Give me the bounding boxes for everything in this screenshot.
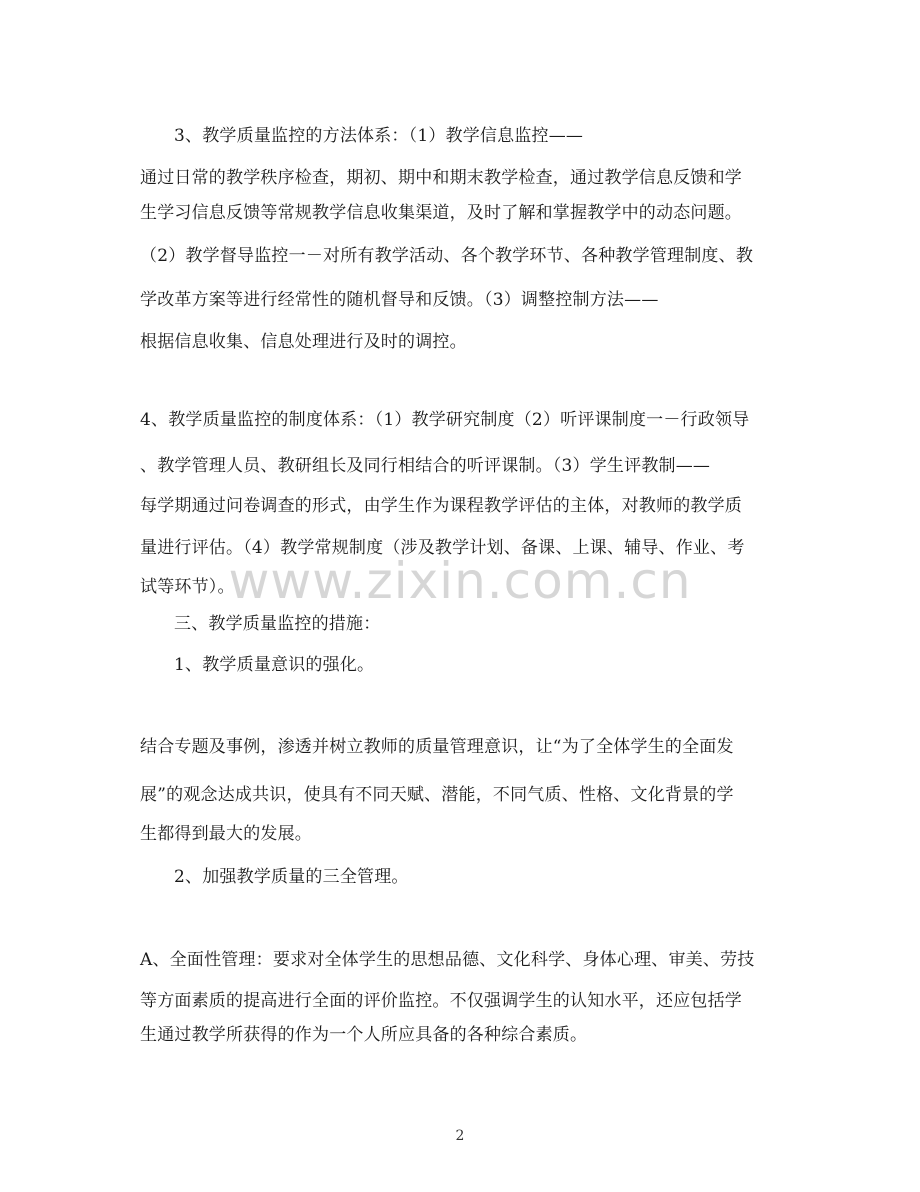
- text-line: 结合专题及事例，渗透并树立教师的质量管理意识，让“为了全体学生的全面发: [140, 737, 734, 757]
- subsection-heading: 2、加强教学质量的三全管理。: [174, 867, 409, 887]
- text-line: 展”的观念达成共识，使具有不同天赋、潜能，不同气质、性格、文化背景的学: [140, 785, 734, 805]
- text-line: 每学期通过问卷调查的形式，由学生作为课程教学评估的主体，对教师的教学质: [140, 496, 742, 516]
- text-line: 学改革方案等进行经常性的随机督导和反馈。（3）调整控制方法——: [140, 290, 659, 310]
- section-heading: 三、教学质量监控的措施：: [174, 614, 381, 634]
- page-number: 2: [455, 1128, 465, 1144]
- text-line: 量进行评估。（4）教学常规制度（涉及教学计划、备课、上课、辅导、作业、考: [140, 538, 745, 558]
- text-line: 生通过教学所获得的作为一个人所应具备的各种综合素质。: [140, 1025, 588, 1045]
- subsection-heading: 1、教学质量意识的强化。: [174, 655, 375, 675]
- text-line: 试等环节）。: [140, 577, 235, 597]
- text-line: A、全面性管理：要求对全体学生的思想品德、文化科学、身体心理、审美、劳技: [140, 950, 755, 970]
- text-line: 生都得到最大的发展。: [140, 824, 312, 844]
- text-line: 、教学管理人员、教研组长及同行相结合的听评课制。（3）学生评教制——: [140, 456, 711, 476]
- text-line: （2）教学督导监控一－对所有教学活动、各个教学环节、各种教学管理制度、教: [140, 246, 754, 266]
- text-line: 根据信息收集、信息处理进行及时的调控。: [140, 332, 467, 352]
- text-line: 4、教学质量监控的制度体系：（1）教学研究制度（2）听评课制度一－行政领导: [140, 410, 750, 430]
- text-line: 3、教学质量监控的方法体系：（1）教学信息监控——: [174, 126, 584, 146]
- text-line: 生学习信息反馈等常规教学信息收集渠道，及时了解和掌握教学中的动态问题。: [140, 203, 742, 223]
- watermark: www.zixin.com.cn: [228, 552, 692, 610]
- text-line: 等方面素质的提高进行全面的评价监控。不仅强调学生的认知水平，还应包括学: [140, 991, 742, 1011]
- text-line: 通过日常的教学秩序检查，期初、期中和期末教学检查，通过教学信息反馈和学: [140, 168, 742, 188]
